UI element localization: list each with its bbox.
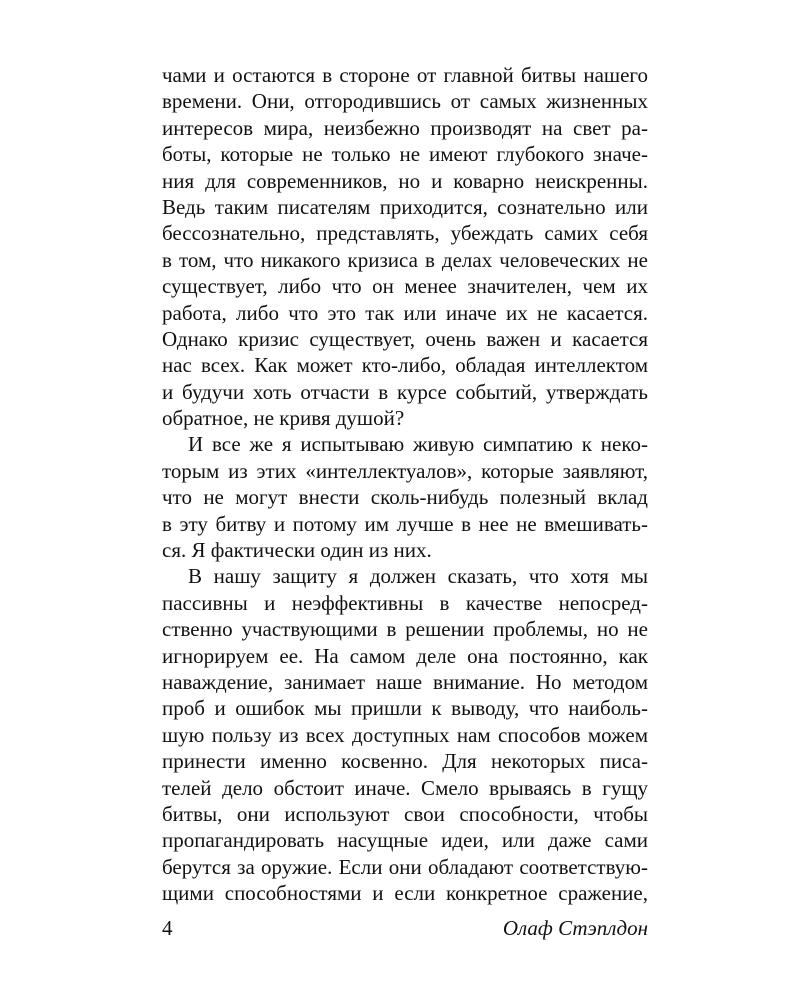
text-line: торым из этих «интеллектуалов», которые заявляют, — [162, 458, 648, 483]
text-line: Однако кризис существует, очень важен и касается — [162, 326, 648, 351]
text-line: обратное, не кривя душой? — [162, 406, 405, 431]
text-line: щими способностями и если конкретное сражение, — [162, 881, 648, 906]
text-line: ся. Я фактически один из них. — [162, 538, 432, 563]
running-head-author: Олаф Стэплдон — [502, 916, 648, 940]
body-text — [162, 62, 648, 907]
text-line: битвы, они используют свои способности, чтобы — [162, 801, 648, 826]
text-line: и будучи хоть отчасти в курсе событий, утверждать — [162, 379, 648, 404]
text-line: пропагандировать насущные идеи, или даже сами — [162, 828, 648, 853]
text-line: что не могут внести сколь-нибудь полезный вклад — [162, 485, 648, 510]
text-line: принести именно косвенно. Для некоторых писа- — [162, 749, 648, 774]
page-footer — [162, 913, 648, 943]
text-line: наваждение, занимает наше внимание. Но методом — [162, 669, 648, 694]
text-line: шую пользу из всех доступных нам способов можем — [162, 722, 648, 747]
text-line: в том, что никакого кризиса в делах человеческих не — [162, 247, 648, 272]
text-line: интересов мира, неизбежно производят на свет ра- — [162, 115, 648, 140]
page-number: 4 — [162, 916, 173, 940]
text-line: Ведь таким писателям приходится, сознательно или — [162, 194, 648, 219]
text-line: боты, которые не только не имеют глубокого значе- — [162, 142, 648, 167]
text-line: ственно участвующими в решении проблемы, но не — [162, 617, 648, 642]
text-line: в эту битву и потому им лучше в нее не вмешивать- — [162, 511, 648, 536]
text-line: работа, либо что это так или иначе их не касается. — [162, 300, 648, 325]
text-line: берутся за оружие. Если они обладают соответствую- — [162, 854, 648, 879]
text-line: ния для современников, но и коварно неискренны. — [162, 168, 648, 193]
paragraph-first-line: И все же я испытываю живую симпатию к неко- — [188, 432, 648, 457]
text-line: существует, либо что он менее значителен, чем их — [162, 274, 648, 299]
text-line: телей дело обстоит иначе. Смело врываясь в гущу — [162, 775, 648, 800]
text-line: бессознательно, представлять, убеждать самих себя — [162, 221, 648, 246]
text-line: чами и остаются в стороне от главной битвы нашего — [162, 63, 648, 87]
text-line: проб и ошибок мы пришли к выводу, что наиболь- — [162, 696, 648, 721]
text-line: пассивны и неэффективны в качестве непосред- — [162, 590, 648, 615]
paragraph-first-line: В нашу защиту я должен сказать, что хотя мы — [188, 564, 648, 589]
text-line: нас всех. Как может кто-либо, обладая интеллектом — [162, 353, 648, 378]
text-line: игнорируем ее. На самом деле она постоянно, как — [162, 643, 648, 668]
text-line: времени. Они, отгородившись от самых жизненных — [162, 89, 648, 114]
